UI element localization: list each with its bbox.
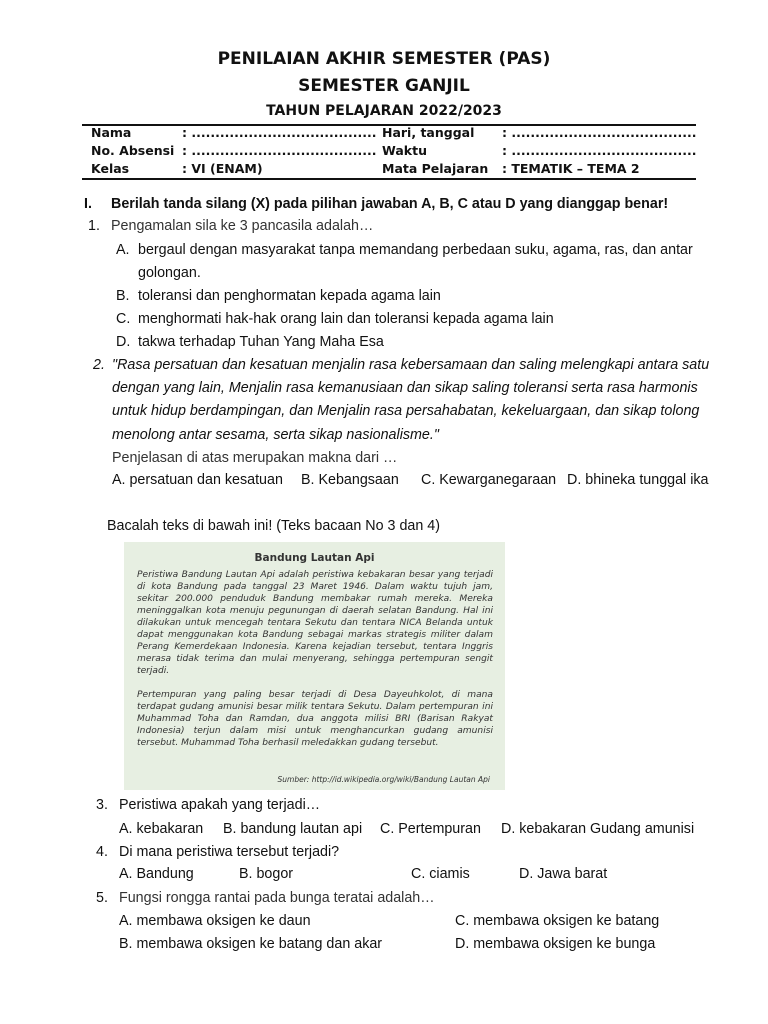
passage-source: Sumber: http://id.wikipedia.org/wiki/Bandung Lautan Api	[277, 775, 490, 784]
option-c[interactable]: C. ciamis	[411, 866, 470, 882]
mapel-value: : TEMATIK – TEMA 2	[502, 161, 640, 176]
question-text: Di mana peristiwa tersebut terjadi?	[119, 844, 340, 860]
option-c[interactable]: C. membawa oksigen ke batang	[455, 913, 660, 929]
question-number: 2.	[93, 357, 105, 373]
option-a-continued: golongan.	[138, 265, 201, 281]
exam-title: PENILAIAN AKHIR SEMESTER (PAS)	[217, 49, 551, 69]
passage-title: Bandung Lautan Api	[254, 552, 375, 564]
option-b[interactable]: toleransi dan penghormatan kepada agama lain	[138, 288, 441, 304]
question-quote-line: dengan yang lain, Menjalin rasa kemanusiaan dan sikap saling toleransi serta rasa harmonis	[112, 380, 698, 396]
question-number: 3.	[96, 797, 108, 813]
mapel-label: Mata Pelajaran	[382, 161, 489, 176]
semester-title: SEMESTER GANJIL	[298, 76, 470, 96]
question-quote-line: menolong antar sesama, serta sikap nasionalisme."	[112, 427, 439, 443]
option-letter: C.	[116, 311, 131, 327]
option-d[interactable]: D. kebakaran Gudang amunisi	[501, 821, 695, 837]
option-a[interactable]: A. kebakaran	[119, 821, 204, 837]
option-letter: A.	[116, 242, 130, 258]
waktu-field[interactable]: : .......................................	[502, 143, 697, 158]
option-c[interactable]: menghormati hak-hak orang lain dan toleransi kepada agama lain	[138, 311, 554, 327]
kelas-value: : VI (ENAM)	[182, 161, 263, 176]
waktu-label: Waktu	[382, 143, 427, 158]
passage-paragraph-1: Peristiwa Bandung Lautan Api adalah peristiwa kebakaran besar yang terjadi di kota Bandung pada tanggal 23 Maret 1946. Dalam waktu tujuh jam, sekitar 200.000 penduduk Bandung membakar rumah mereka. Mereka meninggalkan kota menuju pegunungan di daerah selatan Bandung. Hal ini dilakukan untuk mencegah tentara Sekutu dan tentara NICA Belanda untuk dapat menggunakan kota Bandung sebagai markas strategis militer dalam Perang Kemerdekaan Indonesia. Karena kejadian tersebut, tentara Inggris merasa tidak terima dan mulai menyerang, sehingga pertempuran sengit terjadi.	[137, 570, 493, 677]
option-letter: B.	[116, 288, 130, 304]
option-d[interactable]: D. bhineka tunggal ika	[567, 472, 709, 488]
option-b[interactable]: B. bandung lautan api	[223, 821, 363, 837]
hari-label: Hari, tanggal	[382, 125, 475, 140]
question-quote-line: untuk hidup berdampingan, dan Menjalin rasa persahabatan, kekeluargaan, dan sikap tolong	[112, 403, 700, 419]
passage-paragraph-2: Pertempuran yang paling besar terjadi di Desa Dayeuhkolot, di mana terdapat gudang amunisi besar milik tentara Sekutu. Dalam pertempuran ini Muhammad Toha dan Ramdan, dua anggota milisi BRI (Barisan Rakyat Indonesia) terjun dalam misi untuk menghancurkan gudang amunisi tersebut. Muhammad Toha berhasil meledakkan gudang tersebut.	[137, 690, 493, 749]
option-b[interactable]: B. Kebangsaan	[301, 472, 399, 488]
absensi-label: No. Absensi	[91, 143, 175, 158]
section-number: I.	[84, 196, 92, 212]
option-letter: D.	[116, 334, 131, 350]
reading-instruction: Bacalah teks di bawah ini! (Teks bacaan No 3 dan 4)	[107, 518, 440, 534]
question-text: Fungsi rongga rantai pada bunga teratai adalah…	[119, 890, 435, 906]
header-rule-bottom	[82, 178, 696, 180]
section-instruction: Berilah tanda silang (X) pada pilihan jawaban A, B, C atau D yang dianggap benar!	[111, 196, 669, 212]
absensi-field[interactable]: : .......................................	[182, 143, 377, 158]
option-d[interactable]: D. Jawa barat	[519, 866, 608, 882]
question-text: Pengamalan sila ke 3 pancasila adalah…	[111, 218, 374, 234]
hari-field[interactable]: : .......................................	[502, 125, 697, 140]
question-number: 5.	[96, 890, 108, 906]
option-a[interactable]: A. membawa oksigen ke daun	[119, 913, 311, 929]
option-b[interactable]: B. bogor	[239, 866, 294, 882]
nama-field[interactable]: : .......................................	[182, 125, 377, 140]
option-a[interactable]: bergaul dengan masyarakat tanpa memandang perbedaan suku, agama, ras, dan antar	[138, 242, 693, 258]
academic-year: TAHUN PELAJARAN 2022/2023	[266, 103, 502, 119]
question-text: Peristiwa apakah yang terjadi…	[119, 797, 321, 813]
reading-passage	[124, 542, 505, 790]
nama-label: Nama	[91, 125, 132, 140]
question-quote-line: "Rasa persatuan dan kesatuan menjalin rasa kebersamaan dan saling melengkapi antara satu	[112, 357, 710, 373]
option-a[interactable]: A. persatuan dan kesatuan	[112, 472, 283, 488]
option-c[interactable]: C. Kewarganegaraan	[421, 472, 557, 488]
option-d[interactable]: takwa terhadap Tuhan Yang Maha Esa	[138, 334, 384, 350]
option-b[interactable]: B. membawa oksigen ke batang dan akar	[119, 936, 383, 952]
kelas-label: Kelas	[91, 161, 130, 176]
question-number: 1.	[88, 218, 100, 234]
option-c[interactable]: C. Pertempuran	[380, 821, 481, 837]
option-d[interactable]: D. membawa oksigen ke bunga	[455, 936, 656, 952]
question-number: 4.	[96, 844, 108, 860]
option-a[interactable]: A. Bandung	[119, 866, 194, 882]
question-text: Penjelasan di atas merupakan makna dari …	[112, 450, 398, 466]
